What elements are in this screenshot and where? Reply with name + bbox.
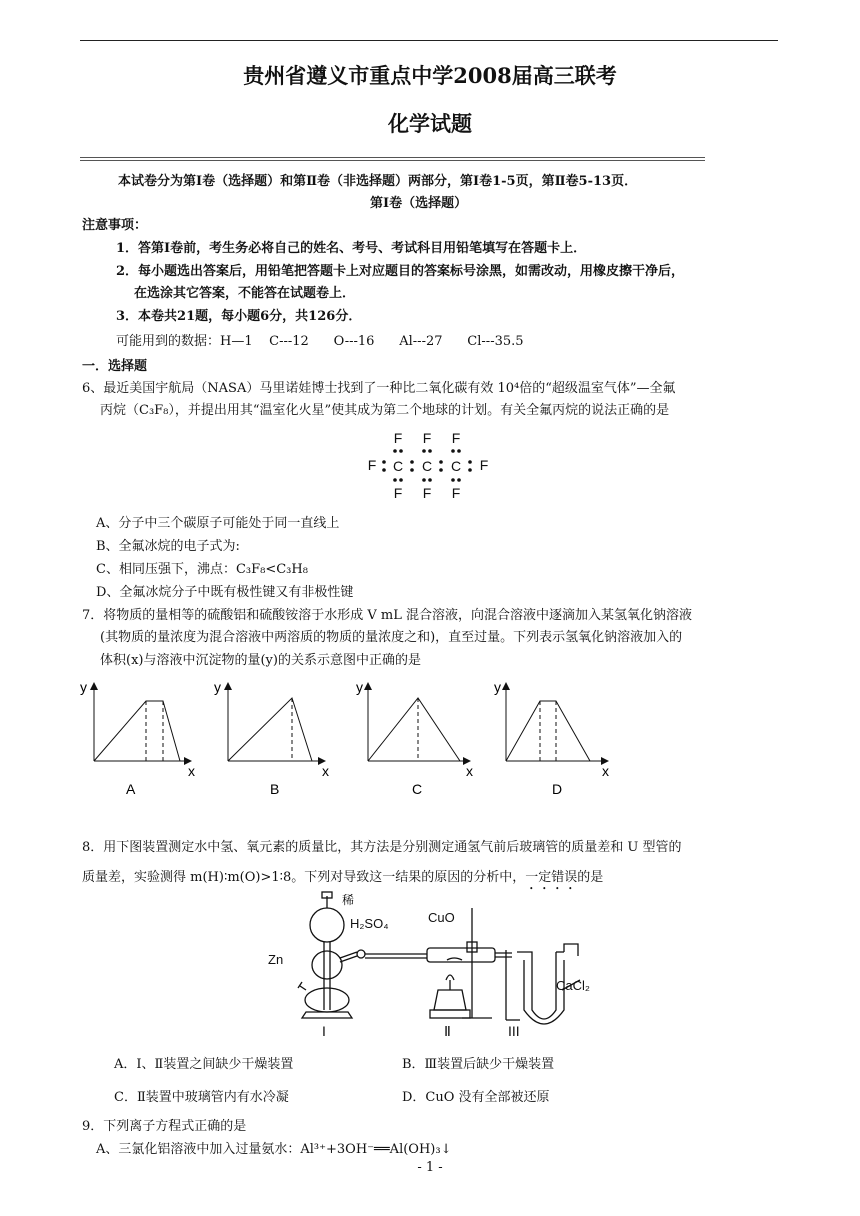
- double-rule-bottom: [80, 160, 705, 161]
- q8-option-a: A．Ⅰ、Ⅱ装置之间缺少干燥装置: [114, 1057, 294, 1072]
- zn-label: Zn: [268, 952, 284, 967]
- q6-option-c: C、相同压强下，沸点：C₃F₈<C₃H₈: [96, 562, 308, 577]
- fluorine-atom: F: [422, 485, 432, 501]
- q8-stem-2-end: 的是: [577, 870, 604, 885]
- carbon-atom: C: [421, 458, 433, 474]
- apparatus-diagram: [262, 890, 602, 1040]
- page-subtitle: 化学试题: [388, 111, 472, 136]
- fluorine-atom: F: [393, 485, 403, 501]
- q7-stem-2: (其物质的量浓度为混合溶液中两溶质的物质的量浓度之和)，直至过量。下列表示氢氧化钠溶液加入的: [100, 630, 683, 645]
- middle-bulb: [312, 951, 342, 979]
- fluorine-atom: F: [479, 457, 489, 473]
- device-3-label: III: [508, 1023, 520, 1039]
- q7-stem-3: 体积(x)与溶液中沉淀物的量(y)的关系示意图中正确的是: [100, 653, 421, 668]
- q9-stem: 9．下列离子方程式正确的是: [82, 1119, 247, 1134]
- upper-bulb: [310, 908, 344, 942]
- device-2-label: Ⅱ: [444, 1023, 451, 1039]
- page-number: - 1 -: [417, 1160, 443, 1175]
- q6-option-a: A、分子中三个碳原子可能处于同一直线上: [96, 516, 340, 531]
- u-tube: [517, 952, 556, 1019]
- cacl2-label: CaCl₂: [556, 978, 590, 993]
- graph-label: A: [126, 781, 136, 797]
- curve: [228, 698, 312, 761]
- graph-d: [490, 676, 615, 801]
- y-axis-label: y: [214, 679, 221, 695]
- q6-stem-1: 6、最近美国宇航局（NASA）马里诺娃博士找到了一种比二氧化碳有效 10⁴倍的“超级温室气体”—全氟: [82, 381, 676, 396]
- top-rule: [80, 40, 778, 41]
- note-2a: 2．每小题选出答案后，用铅笔把答题卡上对应题目的答案标号涂黑，如需改动，用橡皮擦干净后，: [116, 264, 685, 279]
- carbon-atom: C: [392, 458, 404, 474]
- graph-a: [78, 676, 198, 801]
- curve: [368, 698, 460, 761]
- page-title: 贵州省遵义市重点中学2008届高三联考: [243, 63, 617, 88]
- y-axis-label: y: [80, 679, 87, 695]
- y-axis-label: y: [494, 679, 501, 695]
- q9-option-a: A、三氯化铝溶液中加入过量氨水：Al³⁺+3OH⁻══Al(OH)₃↓: [96, 1142, 452, 1157]
- electron-dot-structure: [360, 425, 500, 503]
- fluorine-atom: F: [422, 430, 432, 446]
- fluorine-atom: F: [393, 430, 403, 446]
- x-axis-label: x: [322, 763, 329, 779]
- cuo-label: CuO: [428, 910, 455, 925]
- q8-option-d: D．CuO 没有全部被还原: [402, 1090, 550, 1105]
- q8-emphasis: 一定错误: [525, 870, 578, 885]
- part1-heading: 第Ⅰ卷（选择题）: [370, 196, 468, 211]
- graph-b: [212, 676, 332, 801]
- q8-option-c: C．Ⅱ装置中玻璃管内有水冷凝: [114, 1090, 289, 1105]
- note-1: 1．答第Ⅰ卷前，考生务必将自己的姓名、考号、考试科目用铅笔填写在答题卡上．: [116, 241, 587, 256]
- graph-c: [352, 676, 477, 801]
- intro-line: 本试卷分为第Ⅰ卷（选择题）和第Ⅱ卷（非选择题）两部分，第Ⅰ卷1-5页，第Ⅱ卷5-13页．: [118, 174, 638, 189]
- x-axis-label: x: [466, 763, 473, 779]
- graph-label: D: [552, 781, 563, 797]
- fluorine-atom: F: [367, 457, 377, 473]
- fluorine-atom: F: [451, 430, 461, 446]
- section-heading: 一．选择题: [82, 359, 148, 374]
- q6-option-d: D、全氟冰烷分子中既有极性键又有非极性键: [96, 585, 354, 600]
- q8-stem-2: [82, 866, 603, 893]
- x-axis-label: x: [188, 763, 195, 779]
- q7-stem-1: 7．将物质的量相等的硫酸铝和硫酸铵溶于水形成 V mL 混合溶液，向混合溶液中逐滴加入某氢氧化钠溶液: [82, 608, 693, 623]
- y-axis-label: y: [356, 679, 363, 695]
- curve: [506, 701, 590, 761]
- lower-bulb: [305, 988, 349, 1012]
- dilute-label: 稀: [342, 893, 355, 907]
- device-1-label: I: [322, 1023, 326, 1039]
- q8-stem-1: 8．用下图装置测定水中氢、氧元素的质量比，其方法是分别测定通氢气前后玻璃管的质量差和 U 型管的: [82, 840, 682, 855]
- note-2b: 在选涂其它答案，不能答在试题卷上．: [134, 286, 356, 301]
- fluorine-atom: F: [451, 485, 461, 501]
- double-rule-top: [80, 157, 705, 158]
- carbon-atom: C: [450, 458, 462, 474]
- graph-label: B: [270, 781, 280, 797]
- curve: [94, 701, 180, 761]
- notes-heading: 注意事项：: [82, 218, 148, 233]
- graph-label: C: [412, 781, 423, 797]
- alcohol-lamp: [434, 990, 466, 1010]
- q6-stem-2: 丙烷（C₃F₈），并提出用其“温室化火星”使其成为第二个地球的计划。有关全氟丙烷的说法正确的是: [100, 403, 670, 418]
- x-axis-label: x: [602, 763, 609, 779]
- h2so4-label: H₂SO₄: [350, 916, 389, 931]
- q6-option-b: B、全氟冰烷的电子式为:: [96, 539, 240, 554]
- atomic-masses: 可能用到的数据：H—1 C---12 O---16 Al---27 Cl---35.5: [116, 334, 524, 349]
- q8-option-b: B．Ⅲ装置后缺少干燥装置: [402, 1057, 555, 1072]
- q8-stem-2-text: 质量差，实验测得 m(H)∶m(O)>1∶8。下列对导致这一结果的原因的分析中，: [82, 870, 526, 885]
- note-3: 3．本卷共21题，每小题6分，共126分．: [116, 309, 362, 324]
